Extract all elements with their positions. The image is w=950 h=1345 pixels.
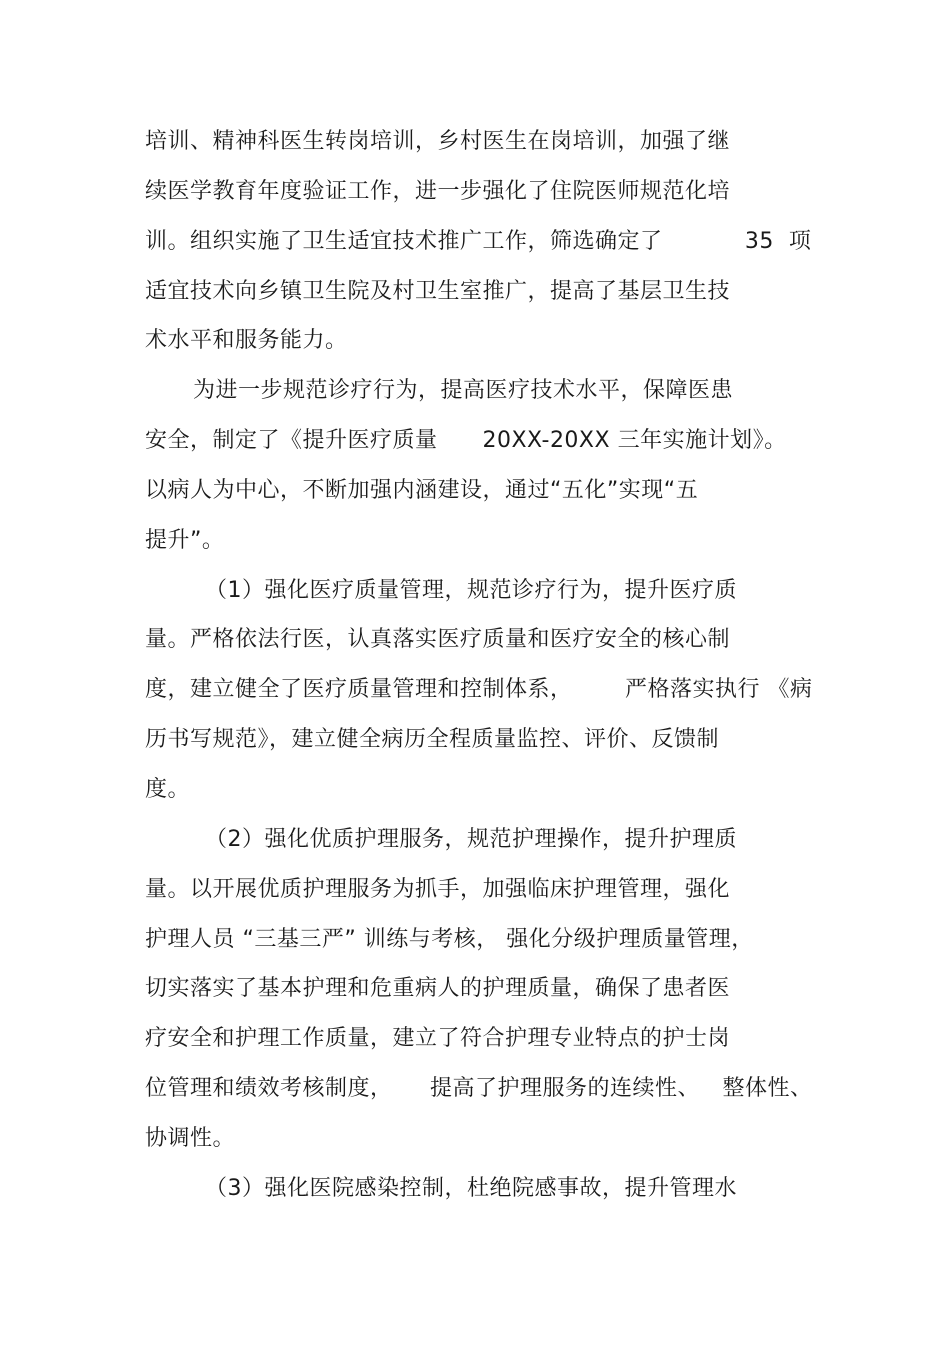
text-line: 安全，制定了《提升医疗质量 20XX-20XX 三年实施计划》。 xyxy=(145,428,787,453)
text-line: 协调性。 xyxy=(145,1126,236,1151)
text-line: 切实落实了基本护理和危重病人的护理质量，确保了患者医 xyxy=(145,976,731,1001)
text-line: 疗安全和护理工作质量，建立了符合护理专业特点的护士岗 xyxy=(145,1026,731,1051)
text-line: 训。组织实施了卫生适宜技术推广工作，筛选确定了 35 项 xyxy=(145,229,812,254)
text-line: 历书写规范》，建立健全病历全程质量监控、评价、反馈制 xyxy=(145,727,720,752)
text-line: 量。严格依法行医，认真落实医疗质量和医疗安全的核心制 xyxy=(145,627,731,652)
text-line: 度。 xyxy=(145,777,191,802)
text-line: 度，建立健全了医疗质量管理和控制体系， 严格落实执行 《病 xyxy=(145,677,813,702)
text-line: 量。以开展优质护理服务为抓手，加强临床护理管理，强化 xyxy=(145,877,731,902)
text-line: 培训、精神科医生转岗培训，乡村医生在岗培训，加强了继 xyxy=(145,129,731,154)
text-line: 适宜技术向乡镇卫生院及村卫生室推广，提高了基层卫生技 xyxy=(145,279,731,304)
paragraph-first-line: （2）强化优质护理服务，规范护理操作，提升护理质 xyxy=(205,827,737,852)
text-line: 术水平和服务能力。 xyxy=(145,328,348,353)
text-line: 提升”。 xyxy=(145,528,225,553)
text-line: 位管理和绩效考核制度， 提高了护理服务的连续性、 整体性、 xyxy=(145,1076,813,1101)
paragraph-first-line: 为进一步规范诊疗行为，提高医疗技术水平，保障医患 xyxy=(193,378,734,403)
text-line: 护理人员 “三基三严” 训练与考核， 强化分级护理质量管理， xyxy=(145,927,754,952)
paragraph-first-line: （1）强化医疗质量管理，规范诊疗行为，提升医疗质 xyxy=(205,578,737,603)
text-line: 以病人为中心，不断加强内涵建设，通过“五化”实现“五 xyxy=(145,478,699,503)
text-line: 续医学教育年度验证工作，进一步强化了住院医师规范化培 xyxy=(145,179,731,204)
paragraph-first-line: （3）强化医院感染控制，杜绝院感事故，提升管理水 xyxy=(205,1176,737,1201)
